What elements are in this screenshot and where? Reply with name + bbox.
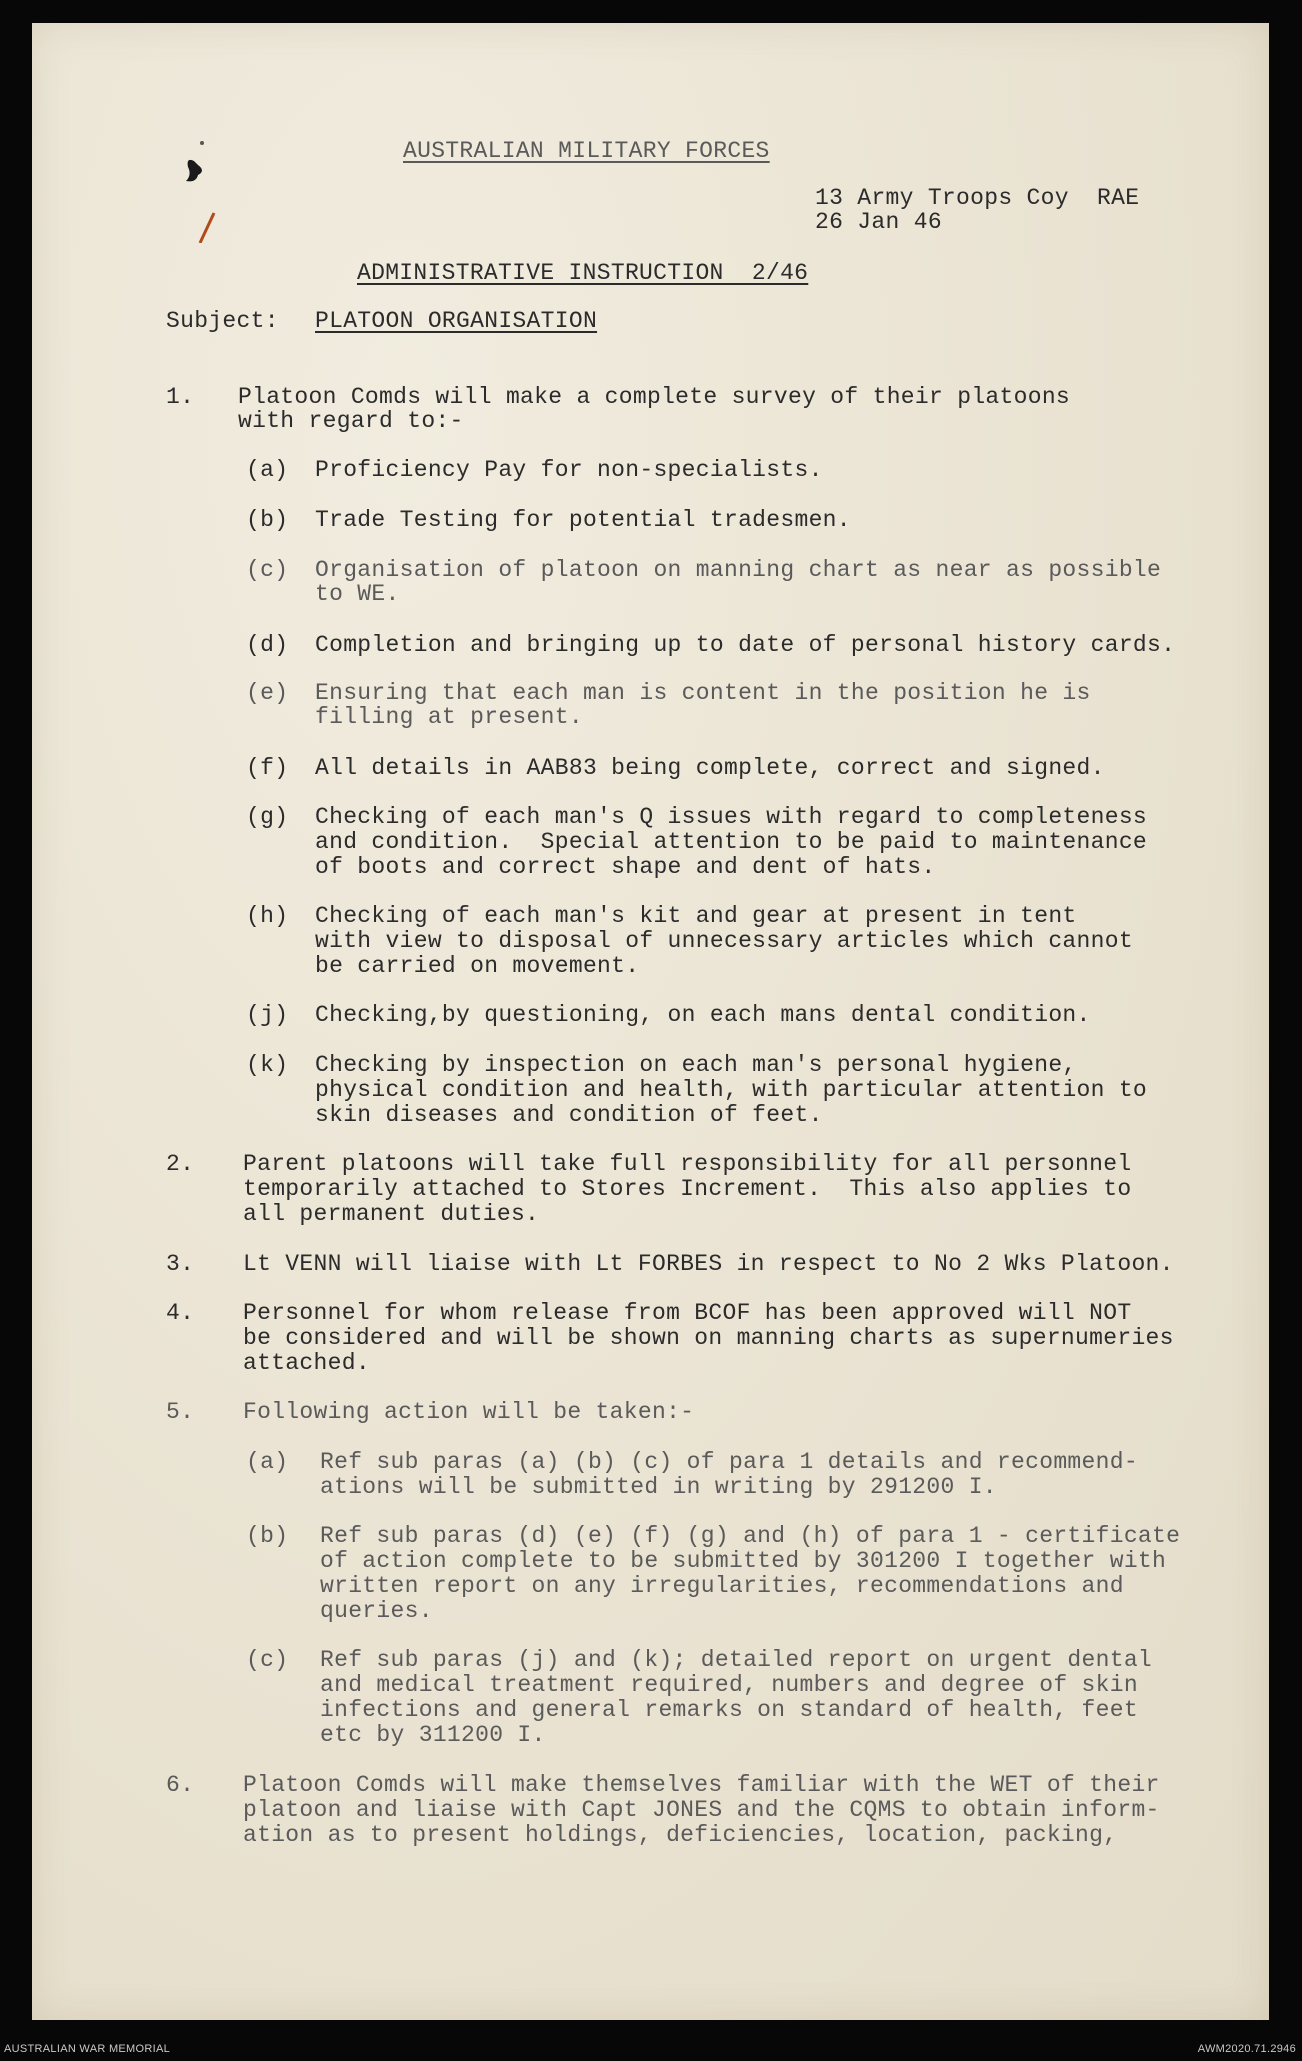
item-line: Checking by inspection on each man's personal hygiene, xyxy=(315,1052,1077,1078)
item-label: (c) xyxy=(246,557,289,583)
para-6-line: ation as to present holdings, deficiencies, location, packing, xyxy=(243,1822,1118,1848)
item-line: infections and general remarks on standard of health, feet xyxy=(320,1697,1138,1723)
item-label: (c) xyxy=(246,1647,289,1673)
item-line: and condition. Special attention to be paid to maintenance xyxy=(315,829,1148,855)
item-line: be carried on movement. xyxy=(315,953,640,979)
item-line: Checking,by questioning, on each mans dental condition. xyxy=(315,1002,1091,1028)
item-label: (a) xyxy=(246,457,289,483)
para-6-number: 6. xyxy=(166,1772,195,1798)
item-line: Organisation of platoon on manning chart as near as possible xyxy=(315,557,1162,583)
para-1-line: with regard to:- xyxy=(238,408,464,434)
item-line: Proficiency Pay for non-specialists. xyxy=(315,457,823,483)
item-line: and medical treatment required, numbers and degree of skin xyxy=(320,1672,1138,1698)
item-line: Completion and bringing up to date of personal history cards. xyxy=(315,632,1176,658)
item-label: (j) xyxy=(246,1002,289,1028)
item-line: queries. xyxy=(320,1598,433,1624)
item-label: (b) xyxy=(246,1523,289,1549)
item-line: skin diseases and condition of feet. xyxy=(315,1102,823,1128)
ink-blot-mark xyxy=(172,133,232,243)
para-5-line: Following action will be taken:- xyxy=(243,1399,695,1425)
para-4-line: be considered and will be shown on manning charts as supernumeries xyxy=(243,1325,1174,1351)
item-line: All details in AAB83 being complete, correct and signed. xyxy=(315,755,1105,781)
para-4-number: 4. xyxy=(166,1300,195,1326)
item-label: (f) xyxy=(246,755,289,781)
item-line: Ref sub paras (d) (e) (f) (g) and (h) of para 1 - certificate xyxy=(320,1523,1181,1549)
item-line: filling at present. xyxy=(315,704,583,730)
item-line: with view to disposal of unnecessary articles which cannot xyxy=(315,928,1133,954)
para-4-line: Personnel for whom release from BCOF has been approved will NOT xyxy=(243,1300,1132,1326)
subject-text: PLATOON ORGANISATION xyxy=(315,308,598,334)
para-2-line: temporarily attached to Stores Increment. This also applies to xyxy=(243,1176,1132,1202)
item-line: etc by 311200 I. xyxy=(320,1722,546,1748)
para-2-line: all permanent duties. xyxy=(243,1201,540,1227)
para-3-number: 3. xyxy=(166,1251,195,1277)
org-heading: AUSTRALIAN MILITARY FORCES xyxy=(403,138,770,164)
item-label: (h) xyxy=(246,903,289,929)
item-label: (b) xyxy=(246,507,289,533)
para-1-number: 1. xyxy=(166,384,195,410)
para-6-line: Platoon Comds will make themselves familiar with the WET of their xyxy=(243,1772,1160,1798)
item-line: Ref sub paras (a) (b) (c) of para 1 details and recommend- xyxy=(320,1449,1138,1475)
item-label: (d) xyxy=(246,632,289,658)
item-line: of boots and correct shape and dent of hats. xyxy=(315,854,936,880)
para-5-number: 5. xyxy=(166,1399,195,1425)
item-label: (k) xyxy=(246,1052,289,1078)
para-6-line: platoon and liaise with Capt JONES and the CQMS to obtain inform- xyxy=(243,1797,1160,1823)
para-2-line: Parent platoons will take full responsibility for all personnel xyxy=(243,1151,1132,1177)
footer-accession: AWM2020.71.2946 xyxy=(1197,2043,1296,2055)
footer-credit: AUSTRALIAN WAR MEMORIAL xyxy=(4,2043,171,2055)
document-date: 26 Jan 46 xyxy=(815,209,942,235)
item-line: of action complete to be submitted by 301200 I together with xyxy=(320,1548,1167,1574)
para-1-line: Platoon Comds will make a complete survey of their platoons xyxy=(238,384,1071,410)
para-2-number: 2. xyxy=(166,1151,195,1177)
item-line: Trade Testing for potential tradesmen. xyxy=(315,507,851,533)
item-line: Ensuring that each man is content in the position he is xyxy=(315,680,1091,706)
unit-name: 13 Army Troops Coy RAE xyxy=(815,185,1140,211)
item-line: physical condition and health, with particular attention to xyxy=(315,1077,1148,1103)
item-line: ations will be submitted in writing by 291200 I. xyxy=(320,1474,997,1500)
item-label: (g) xyxy=(246,804,289,830)
item-line: Ref sub paras (j) and (k); detailed report on urgent dental xyxy=(320,1647,1153,1673)
item-line: written report on any irregularities, recommendations and xyxy=(320,1573,1124,1599)
para-3-line: Lt VENN will liaise with Lt FORBES in respect to No 2 Wks Platoon. xyxy=(243,1251,1174,1277)
para-4-line: attached. xyxy=(243,1350,370,1376)
item-label: (a) xyxy=(246,1449,289,1475)
document-title: ADMINISTRATIVE INSTRUCTION 2/46 xyxy=(357,260,809,286)
subject-label: Subject: xyxy=(166,308,279,334)
item-line: Checking of each man's Q issues with regard to completeness xyxy=(315,804,1148,830)
item-line: Checking of each man's kit and gear at present in tent xyxy=(315,903,1077,929)
item-label: (e) xyxy=(246,680,289,706)
item-line: to WE. xyxy=(315,581,400,607)
